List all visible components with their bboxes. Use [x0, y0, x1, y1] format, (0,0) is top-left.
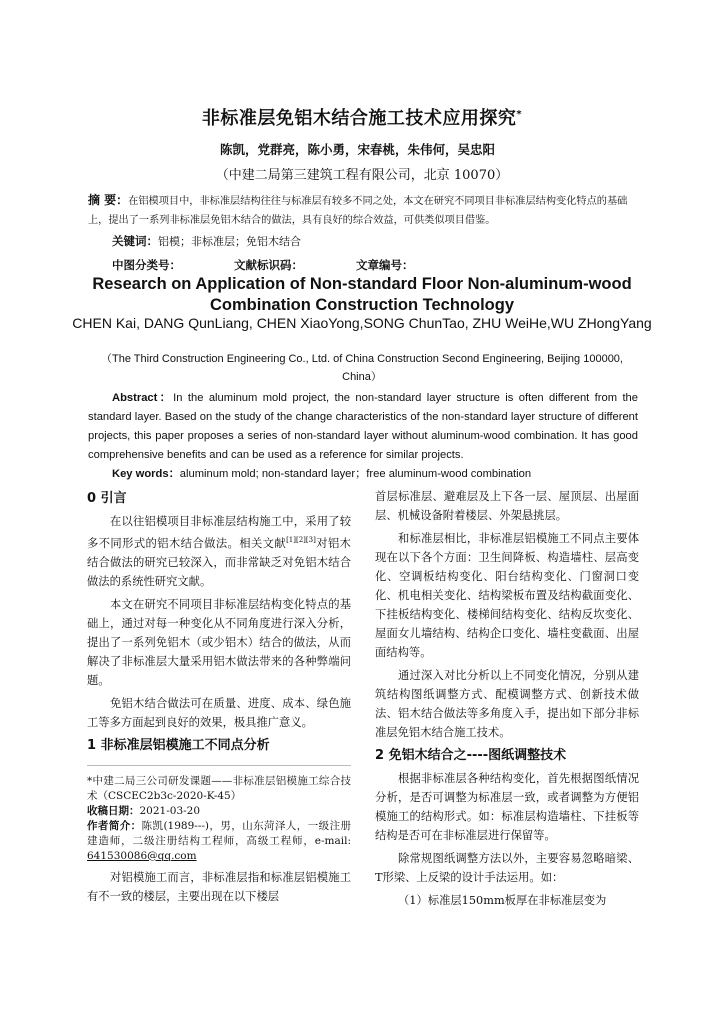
- keywords-en-label: Key words：: [112, 468, 180, 480]
- abstract-en-label: Abstract：: [112, 392, 174, 404]
- section-1-heading: 1 非标准层铝模施工不同点分析: [87, 737, 270, 753]
- footnote-project: *中建二局三公司研发课题——非标准层铝模施工综合技术（CSCEC2b3c-2020-K-45）: [87, 774, 351, 802]
- classification-row: [112, 257, 652, 273]
- ref-2-3: [2][3]: [296, 536, 316, 544]
- keywords-cn: [112, 233, 632, 249]
- section-2-paragraph-3: （1）标准层150mm板厚在非标准层变为: [398, 894, 607, 907]
- ref-1: [1]: [286, 536, 296, 544]
- clc-label: 中图分类号：: [112, 258, 181, 272]
- authors-en: CHEN Kai, DANG QunLiang, CHEN XiaoYong,SONG ChunTao, ZHU WeiHe,WU ZHongYang: [72, 315, 652, 331]
- section-2-heading: 2 免铝木结合之----图纸调整技术: [375, 748, 567, 763]
- keywords-en-text: aluminum mold; non-standard layer；free aluminum-wood combination: [179, 468, 532, 480]
- article-no-label: 文章编号：: [356, 258, 414, 272]
- author-bio: 作者简介：陈凯(1989---)，男，山东菏泽人，一级注册建造师，二级注册结构工程师，高级工程师，e-mail: 641530086@qq.com: [87, 819, 351, 862]
- section-1-paragraph-1-cont: 首层标准层、避难层及上下各一层、屋顶层、出屋面层、机械设备附着楼层、外架悬挑层。: [375, 490, 639, 522]
- footnote-rule: [87, 765, 351, 766]
- section-1-paragraph-2: 和标准层相比，非标准层铝模施工不同点主要体现在以下各个方面：卫生间降板、构造墙柱、层高变化、空调板结构变化、阳台结构变化、门窗洞口变化、机电相关变化、结构梁板布置及结构截面变化、下挂板结构变化、楼梯间结构变化、结构反坎变化、屋面女儿墙结构、结构企口变化、墙柱变截面、出屋面结构等。: [375, 532, 639, 659]
- intro-paragraph-1: 在以往铝模项目非标准层结构施工中，采用了较多不同形式的铝木结合做法。相关文献[1][2][3]对铝木结合做法的研究已较深入，而非常缺乏对免铝木结合做法的系统性研究文献。: [87, 515, 351, 588]
- section-1-paragraph-1: 对铝模施工而言，非标准层指和标准层铝模施工有不一致的楼层，主要出现在以下楼层: [87, 870, 351, 903]
- section-0-heading: 0 引言: [87, 491, 127, 506]
- abstract-cn-text: 在铝模项目中，非标准层结构往往与标准层有较多不同之处，本文在研究不同项目非标准层结构变化特点的基础上，提出了一系列非标准层免铝木结合的做法，具有良好的综合效益，可供类似项目借鉴。: [88, 196, 628, 226]
- received-date: 收稿日期：2021-03-20: [87, 804, 201, 817]
- keywords-cn-text: 铝模；非标准层；免铝木结合: [158, 235, 301, 248]
- section-2-paragraph-2: 除常规图纸调整方法以外，主要容易忽略暗梁、T形梁、上反梁的设计手法运用。如：: [375, 852, 639, 884]
- section-1-paragraph-3: 通过深入对比分析以上不同变化情况，分别从建筑结构图纸调整方式、配模调整方式、创新技术做法、铝木结合做法等多角度入手，提出如下部分非标准层免铝木结合施工技术。: [375, 669, 639, 739]
- keywords-cn-label: 关键词：: [112, 234, 158, 248]
- paper-title-en: Research on Application of Non-standard Floor Non-aluminum-wood Combination Construction Technology: [92, 275, 632, 314]
- abstract-cn-label: 摘 要：: [88, 193, 129, 207]
- paper-title: 非标准层免铝木结合施工技术应用探究*: [201, 108, 523, 129]
- abstract-en-text: In the aluminum mold project, the non-standard layer structure is often different from the standard layer. Based on the study of the change characteristics of the non-standard layer structure of different projects, this paper proposes a series of non-standard layer without aluminum-wood combination. It has good comprehensive benefits and can be used as a reference for similar projects.: [88, 392, 638, 461]
- intro-paragraph-2: 本文在研究不同项目非标准层结构变化特点的基础上，通过对每一种变化从不同角度进行深入分析，提出了一系列免铝木（或少铝木）结合的做法，从而解决了非标准层大量采用铝木做法带来的各种弊端问题。: [87, 597, 351, 687]
- right-column: [375, 487, 639, 914]
- section-2-paragraph-1: 根据非标准层各种结构变化，首先根据图纸情况分析，是否可调整为标准层一致，或者调整为方便铝模施工的结构形式。如：标准层构造墙柱、下挂板等结构是否可在非标准层进行保留等。: [375, 772, 639, 842]
- authors-cn: 陈凯，党群亮，陈小勇，宋春桃，朱伟何，吴忠阳: [220, 142, 496, 157]
- intro-paragraph-3: 免铝木结合做法可在质量、进度、成本、绿色施工等多方面起到良好的效果，极具推广意义。: [87, 696, 351, 729]
- footnote-block: [87, 774, 351, 864]
- abstract-en: [88, 389, 638, 465]
- doc-code-label: 文献标识码：: [234, 258, 304, 272]
- title-footnote-mark: *: [516, 109, 523, 120]
- affiliation-en: （The Third Construction Engineering Co., Ltd. of China Construction Second Engineering, Beijing 100000, China）: [100, 353, 623, 383]
- affiliation-cn: （中建二局第三建筑工程有限公司，北京 10070）: [215, 168, 509, 183]
- author-email: 641530086@qq.com: [87, 849, 197, 862]
- keywords-en: [112, 465, 632, 481]
- left-column: [87, 487, 351, 910]
- abstract-cn: [88, 191, 644, 230]
